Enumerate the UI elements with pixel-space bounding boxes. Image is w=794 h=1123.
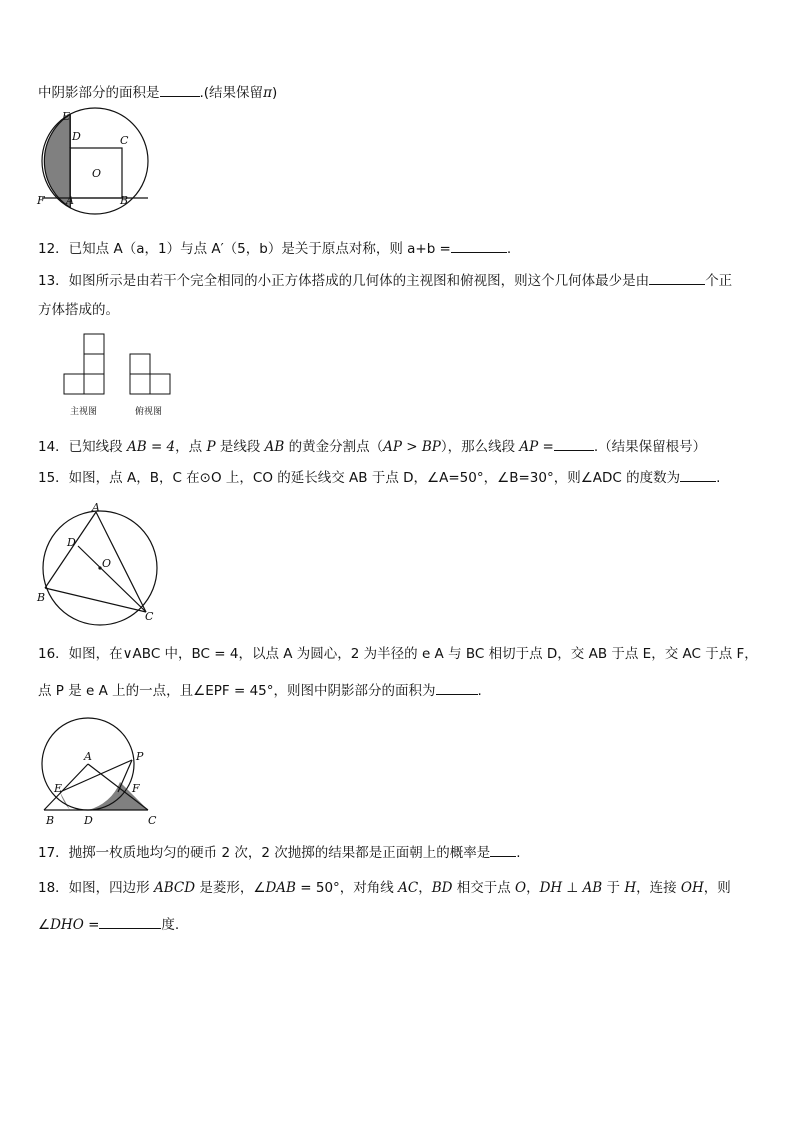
q16-end: . <box>477 683 482 699</box>
q17-answer-blank[interactable] <box>490 842 516 857</box>
q11-text <box>38 82 277 103</box>
q17-text-main: 17．抛掷一枚质地均匀的硬币 2 次，2 次抛掷的结果都是正面朝上的概率是 <box>38 845 491 861</box>
q16-text-line2: 点 P 是 e A 上的一点，且∠EPF = 45°，则图中阴影部分的面积为 <box>38 683 436 699</box>
q15-text <box>38 467 720 488</box>
q15-answer-blank[interactable] <box>680 467 716 482</box>
q18-angle-symbol: ∠ <box>38 917 51 933</box>
q14-condition: AP > BP <box>383 439 441 455</box>
q18-p6: ， <box>526 880 540 896</box>
q18-p5: 相交于点 <box>452 880 516 896</box>
q13-answer-blank[interactable] <box>649 270 705 285</box>
q18-p2: 是菱形，∠ <box>195 880 266 896</box>
q16-label-f: F <box>132 782 140 795</box>
q13-top-view <box>130 354 170 394</box>
q11-pi: π <box>263 85 272 101</box>
q14-p6: .（结果保留根号） <box>593 439 707 455</box>
q12-end: . <box>506 241 512 257</box>
q11-label-f: F <box>37 194 45 207</box>
q18-line1 <box>38 878 731 898</box>
q16-label-c: C <box>148 814 157 827</box>
q18-ac: AC <box>398 880 419 896</box>
q12-text <box>38 238 511 259</box>
q11-label-b: B <box>120 194 129 207</box>
q13-caption-top: 俯视图 <box>135 407 163 417</box>
q16-line2 <box>38 680 482 701</box>
q12-answer-blank[interactable] <box>451 238 507 253</box>
q15-label-b: B <box>37 591 46 604</box>
q18-dh: DH <box>539 880 563 896</box>
q18-p3: = 50°，对角线 <box>295 880 399 896</box>
q18-post: 度. <box>161 917 180 933</box>
q14-p3: 是线段 <box>215 439 265 455</box>
q15-label-o: O <box>102 557 112 570</box>
q17-end: . <box>516 845 521 861</box>
q18-p10: ，则 <box>703 880 731 896</box>
q18-dab: DAB <box>265 880 296 896</box>
q15-text-main: 15．如图，点 A，B，C 在⊙O 上，CO 的延长线交 AB 于点 D，∠A=50°，∠B=30°，则∠ADC 的度数为 <box>38 470 681 486</box>
q11-text-pre: 中阴影部分的面积是 <box>38 85 160 101</box>
q18-o: O <box>515 880 527 896</box>
q11-label-c: C <box>120 134 129 147</box>
q15-label-c: C <box>145 610 154 623</box>
q11-label-e: E <box>62 110 71 123</box>
q11-close: ) <box>271 85 278 101</box>
q11-label-d: D <box>72 130 81 143</box>
q18-p8: 于 <box>602 880 625 896</box>
q11-text-post: .(结果保留 <box>199 85 264 101</box>
q18-line2 <box>38 914 179 935</box>
q14-p2: ，点 <box>175 439 207 455</box>
q18-answer-blank[interactable] <box>99 914 161 929</box>
q14-text <box>38 436 706 457</box>
q18-dho: DHO <box>50 917 84 933</box>
q14-ab: AB <box>264 439 285 455</box>
q15-label-a: A <box>92 501 100 514</box>
q14-point-p: P <box>206 439 216 455</box>
q13-front-view <box>64 334 104 394</box>
q16-label-a: A <box>84 750 92 763</box>
q15-end: . <box>716 470 721 486</box>
q16-text-line1: 16．如图，在∨ABC 中，BC = 4，以点 A 为圆心，2 为半径的 e A 与 BC 相切于点 D，交 AB 于点 E，交 AC 于点 F， <box>38 646 758 662</box>
q16-answer-blank[interactable] <box>436 680 478 695</box>
q16-label-b: B <box>46 814 55 827</box>
q11-answer-blank[interactable] <box>160 82 200 97</box>
q14-ab-eq: AB = 4 <box>126 439 176 455</box>
q13-line2 <box>38 300 119 320</box>
q18-bd: BD <box>431 880 453 896</box>
q14-p5: ），那么线段 <box>440 439 520 455</box>
q18-ab: AB <box>582 880 603 896</box>
q18-p9: ，连接 <box>636 880 681 896</box>
q18-p4: ， <box>418 880 432 896</box>
q16-label-e: E <box>54 782 63 795</box>
q13-line1 <box>38 270 732 291</box>
q17-text <box>38 842 521 863</box>
q18-h: H <box>624 880 637 896</box>
q15-label-d: D <box>67 536 76 549</box>
q16-figure <box>40 716 164 831</box>
q11-figure <box>34 110 154 210</box>
q16-label-p: P <box>136 750 144 763</box>
q13-caption-front: 主视图 <box>70 407 98 417</box>
q13-text-line2: 方体搭成的。 <box>38 302 119 318</box>
q18-oh: OH <box>680 880 704 896</box>
q14-ap-eq: AP = <box>519 439 554 455</box>
q16-line1 <box>38 644 758 664</box>
q16-label-d: D <box>84 814 93 827</box>
q14-answer-blank[interactable] <box>554 436 594 451</box>
q13-figure <box>60 330 180 422</box>
q11-label-o: O <box>92 167 102 180</box>
q15-figure <box>34 500 164 625</box>
q14-p1: 14．已知线段 <box>38 439 127 455</box>
q12-text-main: 12．已知点 A（a，1）与点 A′（5，b）是关于原点对称，则 a+b = <box>38 241 451 257</box>
q11-label-a: A <box>66 194 74 207</box>
q13-text-post: 个正 <box>705 273 733 289</box>
q18-p1: 18．如图，四边形 <box>38 880 154 896</box>
q18-p7: ⊥ <box>562 880 583 896</box>
q13-text-pre: 13．如图所示是由若干个完全相同的小正方体搭成的几何体的主视图和俯视图，则这个几何体最少是由 <box>38 273 650 289</box>
q18-abcd: ABCD <box>153 880 196 896</box>
q18-eq: = <box>83 917 100 933</box>
q14-p4: 的黄金分割点（ <box>284 439 384 455</box>
